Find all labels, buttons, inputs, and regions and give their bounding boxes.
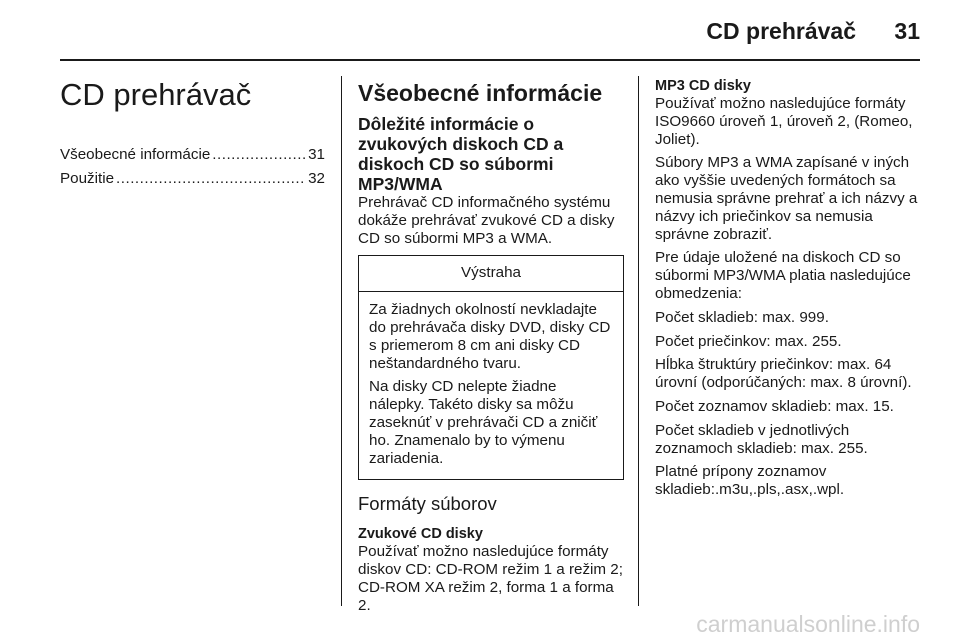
toc-entry-label: Všeobecné informácie (60, 146, 211, 163)
column-divider-1 (341, 76, 342, 606)
intro-paragraph: Prehrávač CD informačného systému dokáže prehrávať zvukové CD a disky CD so súbormi MP3 a WMA. (358, 194, 615, 247)
toc-entry[interactable] (60, 170, 325, 188)
mp3-paragraph: Počet priečinkov: max. 255. (655, 332, 842, 350)
mp3-column (655, 78, 923, 505)
audio-cd-paragraph: Používať možno nasledujúce formáty diskov CD: CD-ROM režim 1 a režim 2; CD-ROM XA režim 2, forma 1 a forma 2. (358, 543, 623, 614)
subsection-heading: Dôležité informácie o zvukových diskoch CD a diskoch CD so súbormi MP3/WMA (358, 114, 564, 194)
general-info-column (358, 78, 624, 621)
column-divider-2 (638, 76, 639, 606)
warning-paragraph: Za žiadnych okolností nevkladajte do prehrávača disky DVD, disky CD s priemerom 8 cm ani disky CD neštandardného tvaru. (369, 301, 611, 372)
mp3-cd-heading: MP3 CD disky (655, 78, 751, 94)
toc-leader-dots (116, 170, 306, 188)
toc-entry-label: Použitie (60, 169, 115, 187)
mp3-paragraph: Počet zoznamov skladieb: max. 15. (655, 397, 894, 415)
mp3-paragraph: Súbory MP3 a WMA zapísané v iných ako vyššie uvedených formátoch sa nemusia správne prehrať a ich názvy a názvy ich priečinkov sa nemusia správne zobraziť. (655, 154, 918, 243)
chapter-column (60, 78, 325, 194)
mp3-paragraph: Pre údaje uložené na diskoch CD so súbormi MP3/WMA platia nasledujúce obmedzenia: (655, 249, 911, 302)
toc-entry-page: 32 (308, 169, 325, 187)
mp3-paragraph: Hĺbka štruktúry priečinkov: max. 64 úrovní (odporúčaných: max. 8 úrovní). (655, 356, 912, 392)
toc-entry-page: 31 (308, 146, 325, 163)
warning-box (358, 255, 624, 480)
watermark: carmanualsonline.info (696, 611, 920, 637)
header-title: CD prehrávač (706, 18, 856, 44)
mp3-paragraph: Platné prípony zoznamov skladieb:.m3u,.pls,.asx,.wpl. (655, 463, 845, 499)
chapter-title: CD prehrávač (60, 77, 252, 112)
mp3-paragraph: Počet skladieb v jednotlivých zoznamoch skladieb: max. 255. (655, 421, 868, 457)
warning-body (359, 292, 623, 479)
mp3-paragraph: Používať možno nasledujúce formáty ISO9660 úroveň 1, úroveň 2, (Romeo, Joliet). (655, 95, 913, 148)
section-heading: Všeobecné informácie (358, 80, 603, 106)
formats-heading: Formáty súborov (358, 493, 497, 515)
audio-cd-heading: Zvukové CD disky (358, 526, 483, 543)
mp3-paragraph: Počet skladieb: max. 999. (655, 308, 829, 326)
header-rule (60, 59, 920, 61)
toc-entry[interactable] (60, 146, 325, 164)
toc-leader-dots (212, 146, 306, 164)
warning-title: Výstraha (359, 256, 623, 292)
warning-paragraph: Na disky CD nelepte žiadne nálepky. Takéto disky sa môžu zaseknúť v prehrávači CD a zničiť ho. Znamenalo by to výmenu zariadenia. (369, 378, 598, 467)
page-number: 31 (894, 18, 920, 44)
